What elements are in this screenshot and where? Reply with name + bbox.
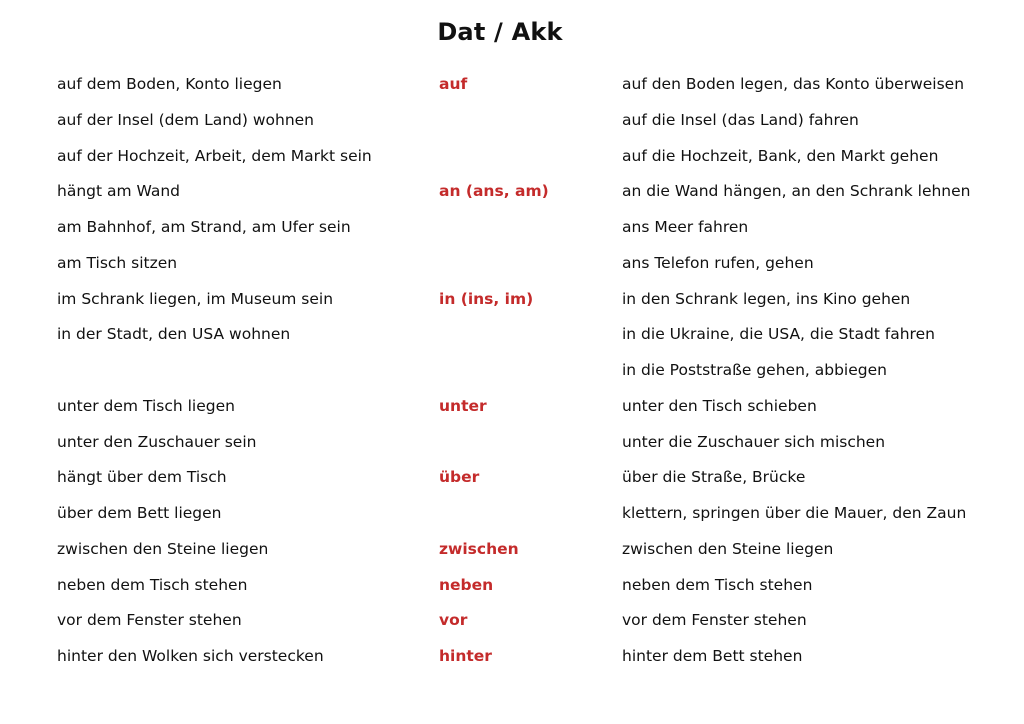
table-row bbox=[0, 103, 1024, 139]
dative-example: hängt am Wand bbox=[57, 182, 181, 201]
dative-example: am Tisch sitzen bbox=[57, 253, 178, 272]
dative-example: über dem Bett liegen bbox=[57, 504, 222, 522]
table-row bbox=[0, 210, 1024, 246]
accusative-example: auf die Insel (das Land) fahren bbox=[622, 110, 859, 129]
accusative-example: auf den Boden legen, das Konto überweisen bbox=[622, 75, 965, 93]
dative-example: neben dem Tisch stehen bbox=[57, 575, 248, 594]
preposition-table bbox=[0, 67, 1024, 675]
table-row bbox=[0, 496, 1024, 532]
preposition-label: hinter bbox=[439, 647, 492, 665]
preposition-label: in (ins, im) bbox=[439, 289, 534, 308]
accusative-example: klettern, springen über die Mauer, den Zaun bbox=[622, 504, 967, 522]
accusative-example: auf die Hochzeit, Bank, den Markt gehen bbox=[622, 146, 939, 165]
accusative-example: unter den Tisch schieben bbox=[622, 396, 817, 415]
accusative-example: über die Straße, Brücke bbox=[622, 468, 806, 487]
table-row bbox=[0, 282, 1024, 318]
preposition-label: unter bbox=[439, 396, 487, 415]
accusative-example: unter die Zuschauer sich mischen bbox=[622, 432, 886, 451]
table-row bbox=[0, 425, 1024, 461]
preposition-label: auf bbox=[439, 75, 468, 93]
accusative-example: in den Schrank legen, ins Kino gehen bbox=[622, 289, 911, 308]
dative-example: unter dem Tisch liegen bbox=[57, 396, 235, 415]
dative-example: im Schrank liegen, im Museum sein bbox=[57, 289, 334, 308]
preposition-label: vor bbox=[439, 611, 468, 630]
accusative-example: neben dem Tisch stehen bbox=[622, 575, 813, 594]
dative-example: am Bahnhof, am Strand, am Ufer sein bbox=[57, 218, 351, 236]
accusative-example: in die Poststraße gehen, abbiegen bbox=[622, 361, 887, 379]
table-row bbox=[0, 603, 1024, 639]
accusative-example: an die Wand hängen, an den Schrank lehnen bbox=[622, 182, 971, 201]
dative-example: in der Stadt, den USA wohnen bbox=[57, 325, 291, 344]
preposition-label: an (ans, am) bbox=[439, 182, 549, 201]
dative-example: hinter den Wolken sich verstecken bbox=[57, 647, 324, 665]
accusative-example: ans Telefon rufen, gehen bbox=[622, 253, 814, 272]
dative-example: auf der Hochzeit, Arbeit, dem Markt sein bbox=[57, 146, 372, 165]
dative-example: auf der Insel (dem Land) wohnen bbox=[57, 110, 315, 129]
table-row bbox=[0, 67, 1024, 103]
accusative-example: hinter dem Bett stehen bbox=[622, 647, 803, 665]
table-row bbox=[0, 639, 1024, 675]
accusative-example: in die Ukraine, die USA, die Stadt fahren bbox=[622, 325, 935, 344]
page-title: Dat / Akk bbox=[437, 18, 563, 46]
dative-example: vor dem Fenster stehen bbox=[57, 611, 242, 630]
preposition-label: über bbox=[439, 468, 480, 487]
accusative-example: zwischen den Steine liegen bbox=[622, 539, 834, 558]
table-row bbox=[0, 246, 1024, 282]
preposition-label: zwischen bbox=[439, 539, 519, 558]
dative-example: zwischen den Steine liegen bbox=[57, 539, 269, 558]
table-row bbox=[0, 389, 1024, 425]
table-row bbox=[0, 174, 1024, 210]
table-row bbox=[0, 317, 1024, 353]
table-row bbox=[0, 460, 1024, 496]
dative-example: unter den Zuschauer sein bbox=[57, 432, 257, 451]
dative-example: auf dem Boden, Konto liegen bbox=[57, 75, 282, 93]
accusative-example: ans Meer fahren bbox=[622, 218, 749, 236]
preposition-label: neben bbox=[439, 575, 494, 594]
table-row bbox=[0, 139, 1024, 175]
table-row bbox=[0, 353, 1024, 389]
table-row bbox=[0, 532, 1024, 568]
accusative-example: vor dem Fenster stehen bbox=[622, 611, 807, 630]
dative-example: hängt über dem Tisch bbox=[57, 468, 227, 487]
table-row bbox=[0, 568, 1024, 604]
